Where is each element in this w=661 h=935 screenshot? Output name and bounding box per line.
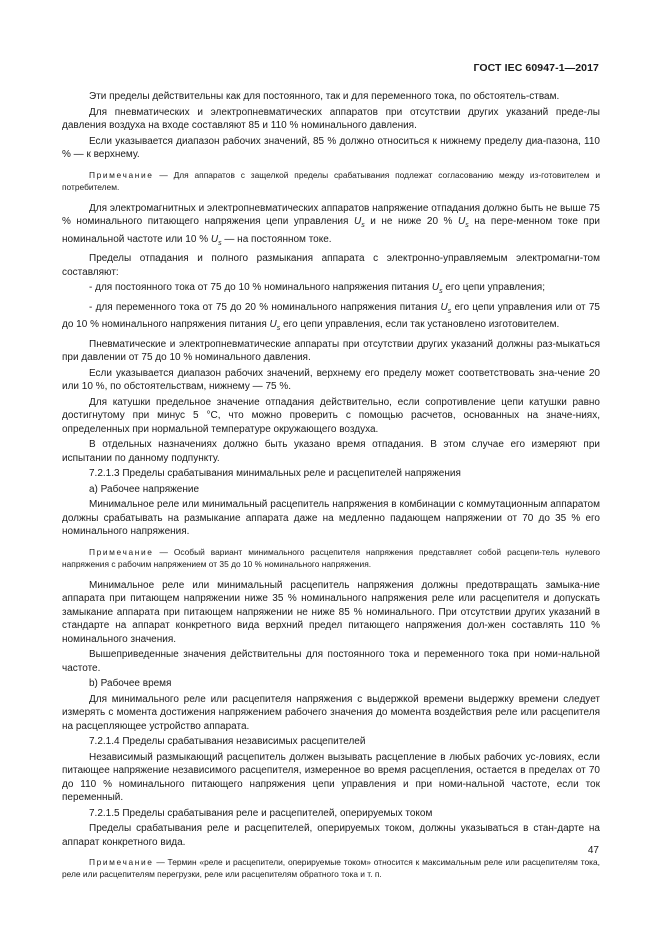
note bbox=[62, 546, 600, 570]
list-item-ac: - для переменного тока от 75 до 20 % номинального напряжения питания $U_s$ его цепи управления или от 75 до 10 % номинального напряжения питания $U_s$ его цепи управления, если так установлено изготовителем. bbox=[62, 301, 600, 332]
voltage-symbol: $U_s$ bbox=[269, 319, 281, 332]
note-text: — Для аппаратов с защелкой пределы срабатывания подлежат согласованию между из-готовителем и потребителем. bbox=[62, 169, 600, 192]
note-label: Примечание bbox=[89, 857, 154, 867]
subsection-heading: b) Рабочее время bbox=[89, 678, 172, 689]
voltage-symbol: $U_s$ bbox=[440, 301, 452, 315]
voltage-symbol: $U_s$ bbox=[431, 282, 443, 295]
section-heading: 7.2.1.5 Пределы срабатывания реле и расцепителей, оперируемых током bbox=[89, 807, 433, 819]
section-heading: 7.2.1.4 Пределы срабатывания независимых расцепителей bbox=[89, 736, 366, 747]
paragraph: Минимальное реле или минимальный расцепитель напряжения в комбинации с коммутационным аппаратом должны срабатывать на размыкание аппарата даже на медленно падающем напряжении от 70 до 35 % его номинального напряжения. bbox=[62, 499, 600, 537]
paragraph: Вышеприведенные значения действительны для постоянного тока и переменного тока при номи-нальной частоте. bbox=[62, 649, 600, 674]
document-header: ГОСТ IEC 60947-1—2017 bbox=[473, 62, 599, 74]
subsection-heading: a) Рабочее напряжение bbox=[89, 483, 200, 495]
section-heading: 7.2.1.3 Пределы срабатывания минимальных реле и расцепителей напряжения bbox=[89, 468, 461, 479]
note bbox=[62, 856, 600, 880]
page-number: 47 bbox=[587, 845, 599, 856]
voltage-symbol: $U_s$ bbox=[210, 233, 222, 247]
list-item-dc: - для постоянного тока от 75 до 10 % номинального напряжения питания $U_s$ его цепи управления; bbox=[89, 282, 545, 295]
voltage-symbol: $U_s$ bbox=[458, 216, 469, 229]
paragraph: Независимый размыкающий расцепитель должен вызывать расцепление в любых рабочих ус-ловиях, если питающее напряжение независимого расцепителя, измеренное во время расцепления, остается в пределах от 70 до 110 % номинального питающего напряжения цепи управления и при номи-нальной частоте, если ток переменный. bbox=[62, 751, 600, 803]
paragraph-dropout-voltage: Для электромагнитных и электропневматических аппаратов напряжение отпадания должно быть не выше 75 % номинального питающего напряжения цепи управления $U_s$ и не ниже 20 % $U_s$ на пере-менном токе при номинальной частоте или 10 % $U_s$ — на постоянном токе. bbox=[62, 202, 600, 247]
paragraph: Пределы срабатывания реле и расцепителей, оперируемых током, должны указываться в стан-дарте на аппарат конкретного вида. bbox=[62, 823, 600, 848]
paragraph: Пневматические и электропневматические аппараты при отсутствии других указаний должны раз-мыкаться при давлении от 75 до 10 % номинального давления. bbox=[62, 338, 600, 363]
paragraph: Минимальное реле или минимальный расцепитель напряжения должны предотвращать замыка-ние аппарата при питающем напряжении ниже 35 % номинального напряжения реле или расцепителя и допускать замыкание аппарата при питающем напряжении не ниже 85 % номинального. При отсутствии других указаний в стандарте на аппарат конкретного вида верхний предел питающего напряжения дол-жен составлять 110 % номинального значения. bbox=[62, 579, 600, 645]
paragraph: Эти пределы действительны как для постоянного, так и для переменного тока, по обстоятель-ствам. bbox=[89, 91, 560, 102]
paragraph: В отдельных назначениях должно быть указано время отпадания. В этом случае его измеряют при испытании по данному подпункту. bbox=[62, 439, 600, 464]
note-text: — Особый вариант минимального расцепителя напряжения представляет собой расцепи-тель нулевого напряжения с рабочим напряжением от 35 до 10 % номинального напряжения. bbox=[62, 546, 601, 569]
note-label: Примечание bbox=[89, 546, 154, 557]
paragraph: Для минимального реле или расцепителя напряжения с выдержкой времени выдержку времени следует измерять с момента достижения напряжением рабочего значения до момента воздействия реле или расцепителя на расцепляющее устройство аппарата. bbox=[62, 693, 600, 732]
paragraph: Для катушки предельное значение отпадания действительно, если сопротивление цепи катушки равно достигнутому при минус 5 °С, что можно проверить с помощью расчетов, основанных на значе-ниях, определенных при нормальной температуре окружающего воздуха. bbox=[62, 396, 600, 435]
paragraph: Если указывается диапазон рабочих значений, 85 % должно относиться к нижнему пределу диа-пазона, 110 % — к верхнему. bbox=[62, 135, 600, 160]
paragraph: Если указывается диапазон рабочих значений, верхнему его пределу может соответствовать зна-чение 20 или 10 %, по обстоятельствам, нижнему — 75 %. bbox=[62, 367, 600, 392]
paragraph: Для пневматических и электропневматических аппаратов при отсутствии других указаний преде-лы давления воздуха на входе составляют 85 и 110 % номинального давления. bbox=[62, 106, 600, 131]
note-label: Примечание bbox=[89, 169, 154, 180]
voltage-symbol: $U_s$ bbox=[353, 216, 365, 229]
paragraph: Пределы отпадания и полного размыкания аппарата с электронно-управляемым электромагни-том составляют: bbox=[62, 253, 600, 278]
note-text: — Термин «реле и расцепители, оперируемые током» относится к максимальным реле или расцепителям тока, реле или расцепителям перегрузки, реле или расцепителям обратного тока и т. п. bbox=[62, 857, 600, 879]
page-body bbox=[62, 90, 600, 889]
note bbox=[62, 169, 600, 193]
